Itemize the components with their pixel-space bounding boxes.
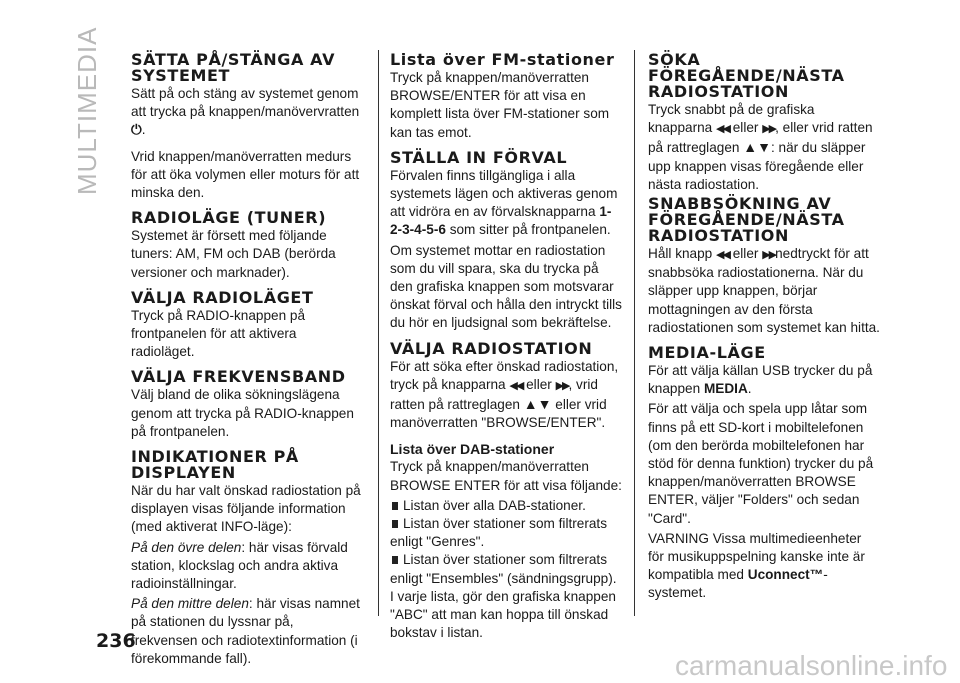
previous-icon: ◀◀ [716,123,729,136]
text: , eller vrid ratten på rattreglagen [648,120,873,156]
text: Håll knapp [648,246,713,262]
text: Listan över alla DAB-stationer. [403,497,586,513]
next-icon: ▶▶ [762,249,776,262]
column-1 [131,52,363,676]
text: För att söka efter önskad radiostation, tryck på knapparna [390,358,619,392]
text: som sitter på frontpanelen. [449,222,611,238]
paragraph: Vrid knappen/manöverratten medurs för att öka volymen eller moturs för att minska den. [131,148,360,201]
bullet-icon [392,520,398,528]
list-item [390,515,622,551]
heading-radio-mode: RADIOLÄGE (TUNER) [131,208,327,228]
list-item [390,497,622,515]
heading-seek: SÖKA FÖREGÅENDE/NÄSTA RADIOSTATION [648,50,845,101]
previous-icon: ◀◀ [509,379,523,392]
paragraph [390,167,622,240]
bullet-icon [392,556,398,564]
up-down-arrows-icon: ▲▼ [743,139,771,156]
text: eller vrid manöverratten "BROWSE/ENTER". [390,397,607,431]
text: -systemet. [648,567,828,601]
watermark: carmanualsonline.info [675,650,948,681]
bold-text: MEDIA [703,381,748,397]
next-icon: ▶▶ [555,379,569,392]
text: Listan över stationer som filtrerats enligt "Ensembles" (sändningsgrupp). [390,552,617,586]
column-divider [378,50,379,616]
heading-power: SÄTTA PÅ/STÄNGA AV SYSTEMET [131,50,336,85]
power-icon: ⏻ [131,122,142,138]
text: . [747,381,752,397]
paragraph: I varje lista, gör den grafiska knappen "ABC" att man kan hoppa till önskad bokstav i listan. [390,588,616,641]
paragraph [131,595,363,668]
paragraph: Välj bland de olika sökningslägena genom att trycka på RADIO-knappen på frontpanelen. [131,387,354,439]
page-number: 236 [96,630,136,652]
text: eller [526,376,552,392]
next-icon: ▶▶ [762,123,776,136]
heading-select-radio-mode: VÄLJA RADIOLÄGET [131,287,314,307]
text: eller [732,246,759,262]
paragraph: Tryck på knappen/manöverratten BROWSE/ENTER för att visa en komplett lista över FM-stationer som kan tas emot. [390,70,610,140]
paragraph [648,362,880,398]
text: eller [732,120,759,136]
text: Sätt på och stäng av systemet genom att trycka på knappen/manövervratten [131,86,360,120]
bullet-icon [392,502,398,510]
text: För att välja källan USB trycker du på knappen [648,363,873,397]
bold-text: 1-2-3-4-5-6 [390,204,612,238]
column-3 [648,52,880,611]
text: . [141,122,146,138]
text: : när du släpper upp knappen visas föregående eller nästa radiostation. [648,140,866,192]
text: , vrid ratten på rattreglagen [390,376,598,413]
paragraph [648,245,880,337]
section-side-label: MULTIMEDIA [72,26,102,195]
previous-icon: ◀◀ [716,249,729,262]
paragraph: När du har valt önskad radiostation på displayen visas följande information (med aktiverat INFO-läge): [131,483,361,535]
emphasis: På den mittre delen [131,596,249,612]
paragraph: Systemet är försett med följande tuners: AM, FM och DAB (berörda versioner och marknader). [131,228,336,280]
emphasis: På den övre delen [131,539,242,555]
text: : här visas namnet på stationen du lyssnar på, frekvensen och radiotextinformation (i förekommande fall). [131,596,360,666]
paragraph [648,530,880,603]
column-divider [634,50,635,616]
paragraph [390,358,622,433]
paragraph: Tryck på knappen/manöverratten BROWSE ENTER för att visa följande: [390,459,622,493]
heading-presets: STÄLLA IN FÖRVAL [390,147,568,167]
column-2 [390,52,622,650]
paragraph: Om systemet mottar en radiostation som du vill spara, ska du trycka på den grafiska knappen som motsvarar önskat förval och hålla den intryckt tills du hör en ljudsignal som bekräftelse. [390,242,622,331]
list [390,497,622,588]
paragraph: För att välja och spela upp låtar som finns på ett SD-kort i mobiltelefonen (om den berörda mobiltelefonen har stöd för denna funktion) trycker du på knappen/manöverratten BROWSE ENTER, väljer "Folders" och sedan "Card". [648,401,874,526]
text: Tryck snabbt på de grafiska knapparna [648,102,815,136]
list-item [390,551,622,587]
paragraph [131,539,363,594]
heading-select-band: VÄLJA FREKVENSBAND [131,367,346,387]
text: : här visas förvald station, klockslag och andra aktiva radioinställningar. [131,539,348,592]
up-down-arrows-icon: ▲▼ [523,396,552,413]
text: Förvalen finns tillgängliga i alla systemets lägen och aktiveras genom att vidröra en av förvalsknapparna [390,167,618,220]
heading-fm-list: Lista över FM-stationer [390,50,615,69]
heading-dab-list: Lista över DAB-stationer [390,441,555,458]
heading-select-station: VÄLJA RADIOSTATION [390,338,593,358]
paragraph [648,101,880,194]
bold-text: Uconnect™ [747,567,824,583]
text: nedtryckt för att snabbsöka radiostationerna. När du släpper upp knappen, börjar mottagningen av den första radiostationen som systemet kan hitta. [648,246,880,335]
paragraph [131,85,363,140]
text: VARNING Vissa multimedieenheter för musikuppspelning kanske inte är kompatibla med [648,530,865,583]
heading-fast-seek: SNABBSÖKNING AV FÖREGÅENDE/NÄSTA RADIOSTATION [648,194,845,246]
heading-media-mode: MEDIA-LÄGE [648,343,766,363]
text: Listan över stationer som filtrerats enligt "Genres". [390,516,607,550]
paragraph: Tryck på RADIO-knappen på frontpanelen för att aktivera radioläget. [131,307,306,360]
heading-display-indications: INDIKATIONER PÅ DISPLAYEN [131,447,299,483]
